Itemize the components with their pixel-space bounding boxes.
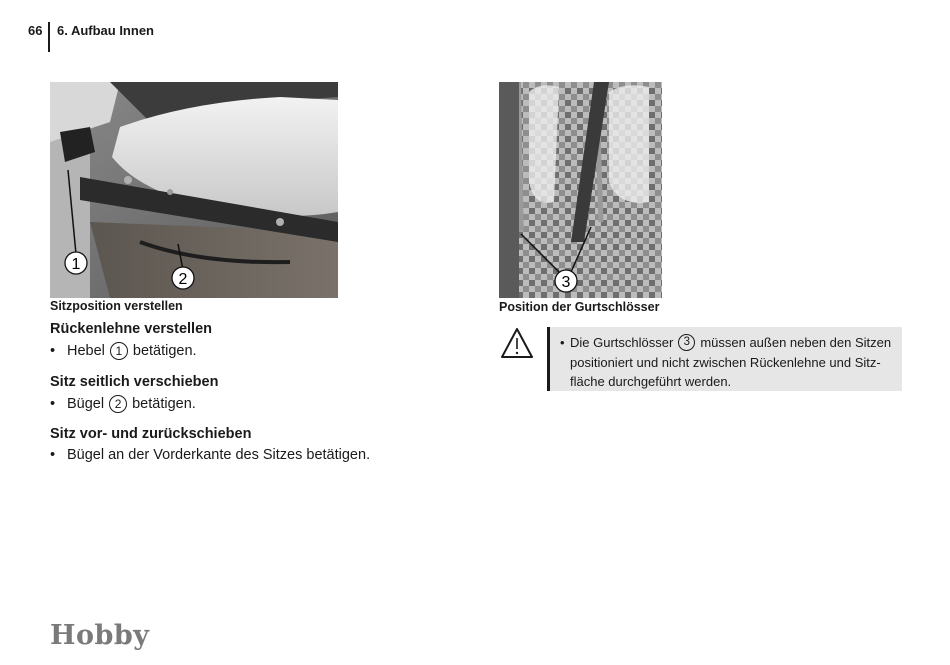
list-item-backrest xyxy=(50,342,197,360)
bullet: • xyxy=(50,396,56,412)
callout-3-label: 3 xyxy=(561,274,571,291)
callout-2-label: 2 xyxy=(178,271,188,288)
page-header xyxy=(28,22,154,52)
figure-caption-right: Position der Gurtschlösser xyxy=(499,300,660,314)
item-text-after: betätigen. xyxy=(132,343,197,359)
item-text-after: betätigen. xyxy=(132,396,196,412)
ref-circle-3: 3 xyxy=(678,334,695,351)
item-text-before: Bügel xyxy=(67,396,105,412)
item-text-before: Hebel xyxy=(67,343,105,359)
belt-buckle-photo xyxy=(499,82,662,298)
ref-circle-1: 1 xyxy=(110,342,128,360)
seat-adjust-photo xyxy=(50,82,338,298)
list-item-side-shift xyxy=(50,395,196,413)
list-item-fore-aft xyxy=(50,447,370,463)
figure-caption-left: Sitzposition verstellen xyxy=(50,299,183,313)
note-text-after: müssen außen neben den Sitzen xyxy=(700,335,892,350)
note-line-3: fläche durchgeführt werden. xyxy=(570,374,732,389)
section-title: 6. Aufbau Innen xyxy=(56,23,154,38)
heading-fore-aft: Sitz vor- und zurückschieben xyxy=(50,426,252,442)
heading-side-shift: Sitz seitlich verschieben xyxy=(50,374,219,390)
heading-backrest: Rückenlehne verstellen xyxy=(50,321,212,337)
warning-triangle-icon xyxy=(500,327,534,359)
page-number: 66 xyxy=(28,23,43,38)
note-text-before: Die Gurtschlösser xyxy=(570,335,674,350)
note-line-2: positioniert und nicht zwischen Rückenlehne und Sitz- xyxy=(570,354,881,370)
bullet: • xyxy=(50,343,56,359)
note-bullet: • xyxy=(560,335,565,350)
warning-note xyxy=(547,327,902,391)
item-text: Bügel an der Vorderkante des Sitzes betätigen. xyxy=(67,447,371,463)
bullet: • xyxy=(50,447,56,463)
note-line-1 xyxy=(560,333,898,353)
ref-circle-2: 2 xyxy=(109,395,127,413)
callout-1-label: 1 xyxy=(71,256,81,273)
hobby-logo: Hobby xyxy=(50,620,150,651)
